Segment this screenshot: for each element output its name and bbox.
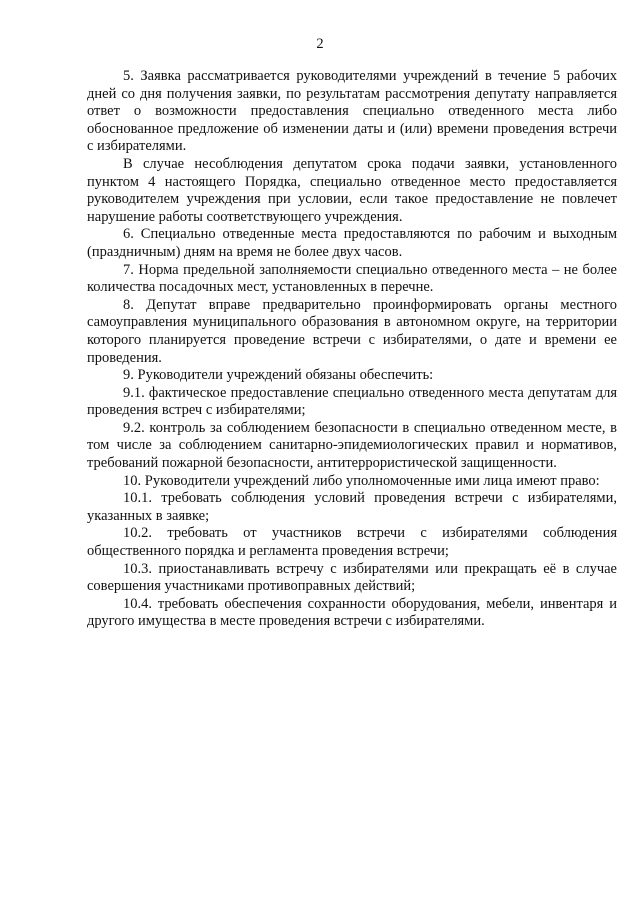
paragraph-9: 9. Руководители учреждений обязаны обеспечить: (123, 367, 434, 384)
paragraph-10-2: 10.2. требовать от участников встречи с избирателями соблюдения общественного порядка и регламента проведения встречи; (87, 525, 617, 560)
paragraph-10-1: 10.1. требовать соблюдения условий проведения встречи с избирателями, указанных в заявке; (87, 490, 617, 524)
paragraph-10: 10. Руководители учреждений либо уполномоченные ими лица имеют право: (123, 472, 600, 489)
paragraph-10-4: 10.4. требовать обеспечения сохранности оборудования, мебели, инвентаря и другого имущества в месте проведения встречи с избирателями. (87, 595, 617, 630)
paragraph-6: 6. Специально отведенные места предоставляются по рабочим и выходным (праздничным) дням на время не более двух часов. (87, 226, 617, 260)
paragraph-8: 8. Депутат вправе предварительно проинформировать органы местного самоуправления муниципального образования в автономном округе, на территории которого планируется проведение встречи с избирателями, о дате и времени ее проведения. (87, 296, 617, 366)
paragraph-9-1: 9.1. фактическое предоставление специально отведенного места депутатам для проведения встреч с избирателями; (87, 384, 617, 419)
paragraph-5-note: В случае несоблюдения депутатом срока подачи заявки, установленного пунктом 4 настоящего Порядка, специально отведенное место предоставляется руководителем учреждения при условии, если такое предоставление не повлечет нарушение работы соответствующего учреждения. (87, 155, 617, 225)
document-body (87, 68, 617, 631)
paragraph-9-2: 9.2. контроль за соблюдением безопасности в специально отведенном месте, в том числе за соблюдением санитарно-эпидемиологических правил и нормативов, требований пожарной безопасности, антитеррористической защищенности. (87, 419, 617, 472)
paragraph-10-3: 10.3. приостанавливать встречу с избирателями или прекращать её в случае совершения участниками противоправных действий; (87, 560, 617, 595)
paragraph-7: 7. Норма предельной заполняемости специально отведенного места – не более количества посадочных мест, установленных в перечне. (87, 261, 617, 296)
paragraph-5: 5. Заявка рассматривается руководителями учреждений в течение 5 рабочих дней со дня получения заявки, по результатам рассмотрения депутату направляется ответ о возможности предоставления специально отведенного места либо обоснованное предложение об изменении даты и (или) времени проведения встречи с избирателями. (87, 68, 617, 155)
page-number: 2 (316, 36, 324, 52)
